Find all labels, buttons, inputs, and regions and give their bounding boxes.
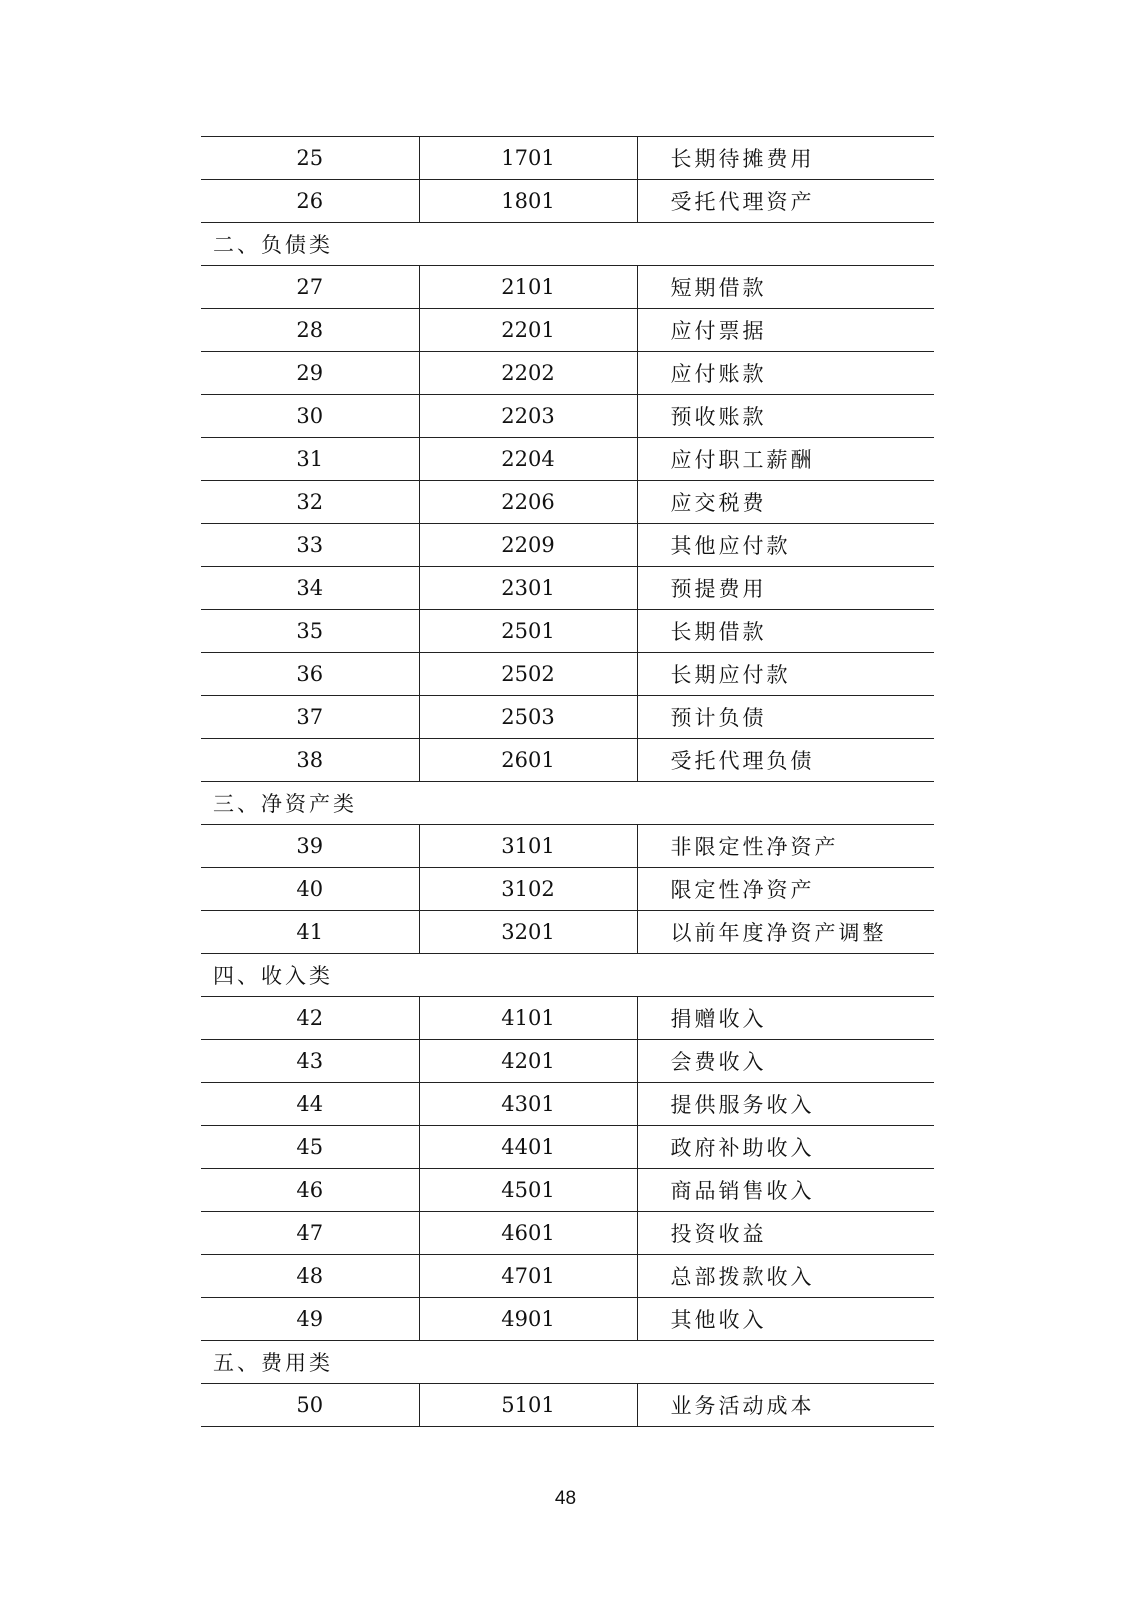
table-row — [201, 1126, 934, 1169]
table-row — [201, 696, 934, 739]
table-row — [201, 911, 934, 954]
sequence-number-cell: 26 — [201, 180, 419, 223]
category-label: 五、费用类 — [201, 1341, 934, 1384]
account-code-cell: 2204 — [419, 438, 637, 481]
sequence-number-cell: 49 — [201, 1298, 419, 1341]
account-code-cell: 2201 — [419, 309, 637, 352]
category-label: 四、收入类 — [201, 954, 934, 997]
sequence-number-cell: 41 — [201, 911, 419, 954]
account-code-cell: 4501 — [419, 1169, 637, 1212]
sequence-number-cell: 31 — [201, 438, 419, 481]
account-name-cell: 长期借款 — [637, 610, 934, 653]
sequence-number-cell: 38 — [201, 739, 419, 782]
sequence-number-cell: 50 — [201, 1384, 419, 1427]
table-row — [201, 481, 934, 524]
sequence-number-cell: 30 — [201, 395, 419, 438]
sequence-number-cell: 43 — [201, 1040, 419, 1083]
account-name-cell: 以前年度净资产调整 — [637, 911, 934, 954]
category-row — [201, 223, 934, 266]
table-row — [201, 825, 934, 868]
account-code-cell: 3201 — [419, 911, 637, 954]
sequence-number-cell: 35 — [201, 610, 419, 653]
sequence-number-cell: 40 — [201, 868, 419, 911]
account-name-cell: 商品销售收入 — [637, 1169, 934, 1212]
sequence-number-cell: 47 — [201, 1212, 419, 1255]
account-table — [201, 136, 934, 1427]
account-code-cell: 2202 — [419, 352, 637, 395]
category-label: 三、净资产类 — [201, 782, 934, 825]
account-code-cell: 4601 — [419, 1212, 637, 1255]
account-name-cell: 预收账款 — [637, 395, 934, 438]
account-name-cell: 业务活动成本 — [637, 1384, 934, 1427]
account-table-body — [201, 137, 934, 1427]
account-name-cell: 其他应付款 — [637, 524, 934, 567]
account-code-cell: 2501 — [419, 610, 637, 653]
sequence-number-cell: 29 — [201, 352, 419, 395]
sequence-number-cell: 33 — [201, 524, 419, 567]
table-row — [201, 438, 934, 481]
account-name-cell: 受托代理负债 — [637, 739, 934, 782]
account-name-cell: 应付职工薪酬 — [637, 438, 934, 481]
account-code-cell: 1801 — [419, 180, 637, 223]
account-code-cell: 5101 — [419, 1384, 637, 1427]
table-row — [201, 868, 934, 911]
account-name-cell: 短期借款 — [637, 266, 934, 309]
table-row — [201, 653, 934, 696]
account-code-cell: 2206 — [419, 481, 637, 524]
sequence-number-cell: 46 — [201, 1169, 419, 1212]
table-row — [201, 1212, 934, 1255]
table-row — [201, 395, 934, 438]
account-code-cell: 4401 — [419, 1126, 637, 1169]
table-row — [201, 739, 934, 782]
sequence-number-cell: 37 — [201, 696, 419, 739]
account-code-cell: 4101 — [419, 997, 637, 1040]
table-row — [201, 1255, 934, 1298]
category-row — [201, 1341, 934, 1384]
table-row — [201, 352, 934, 395]
account-name-cell: 受托代理资产 — [637, 180, 934, 223]
page-number: 48 — [554, 1488, 577, 1509]
account-name-cell: 捐赠收入 — [637, 997, 934, 1040]
sequence-number-cell: 48 — [201, 1255, 419, 1298]
account-name-cell: 投资收益 — [637, 1212, 934, 1255]
account-name-cell: 预提费用 — [637, 567, 934, 610]
account-code-cell: 3101 — [419, 825, 637, 868]
account-name-cell: 会费收入 — [637, 1040, 934, 1083]
account-name-cell: 政府补助收入 — [637, 1126, 934, 1169]
account-name-cell: 应付票据 — [637, 309, 934, 352]
account-code-cell: 2601 — [419, 739, 637, 782]
sequence-number-cell: 44 — [201, 1083, 419, 1126]
account-name-cell: 提供服务收入 — [637, 1083, 934, 1126]
account-code-cell: 4301 — [419, 1083, 637, 1126]
account-name-cell: 长期应付款 — [637, 653, 934, 696]
category-row — [201, 782, 934, 825]
account-code-cell: 2301 — [419, 567, 637, 610]
table-row — [201, 567, 934, 610]
category-label: 二、负债类 — [201, 223, 934, 266]
account-code-cell: 4201 — [419, 1040, 637, 1083]
table-row — [201, 309, 934, 352]
table-row — [201, 1384, 934, 1427]
sequence-number-cell: 28 — [201, 309, 419, 352]
account-code-cell: 2101 — [419, 266, 637, 309]
table-row — [201, 1169, 934, 1212]
table-row — [201, 266, 934, 309]
sequence-number-cell: 36 — [201, 653, 419, 696]
account-name-cell: 应交税费 — [637, 481, 934, 524]
account-code-cell: 2503 — [419, 696, 637, 739]
account-code-cell: 4701 — [419, 1255, 637, 1298]
table-row — [201, 137, 934, 180]
table-row — [201, 180, 934, 223]
category-row — [201, 954, 934, 997]
sequence-number-cell: 27 — [201, 266, 419, 309]
account-code-cell: 2502 — [419, 653, 637, 696]
table-row — [201, 997, 934, 1040]
account-name-cell: 长期待摊费用 — [637, 137, 934, 180]
account-code-cell: 3102 — [419, 868, 637, 911]
account-name-cell: 总部拨款收入 — [637, 1255, 934, 1298]
sequence-number-cell: 34 — [201, 567, 419, 610]
table-row — [201, 1040, 934, 1083]
account-name-cell: 非限定性净资产 — [637, 825, 934, 868]
sequence-number-cell: 42 — [201, 997, 419, 1040]
table-row — [201, 1083, 934, 1126]
table-row — [201, 1298, 934, 1341]
account-name-cell: 应付账款 — [637, 352, 934, 395]
table-row — [201, 610, 934, 653]
table-row — [201, 524, 934, 567]
account-code-cell: 2209 — [419, 524, 637, 567]
sequence-number-cell: 45 — [201, 1126, 419, 1169]
account-code-cell: 4901 — [419, 1298, 637, 1341]
account-name-cell: 预计负债 — [637, 696, 934, 739]
sequence-number-cell: 25 — [201, 137, 419, 180]
account-name-cell: 其他收入 — [637, 1298, 934, 1341]
account-code-cell: 1701 — [419, 137, 637, 180]
sequence-number-cell: 32 — [201, 481, 419, 524]
account-name-cell: 限定性净资产 — [637, 868, 934, 911]
account-code-cell: 2203 — [419, 395, 637, 438]
sequence-number-cell: 39 — [201, 825, 419, 868]
